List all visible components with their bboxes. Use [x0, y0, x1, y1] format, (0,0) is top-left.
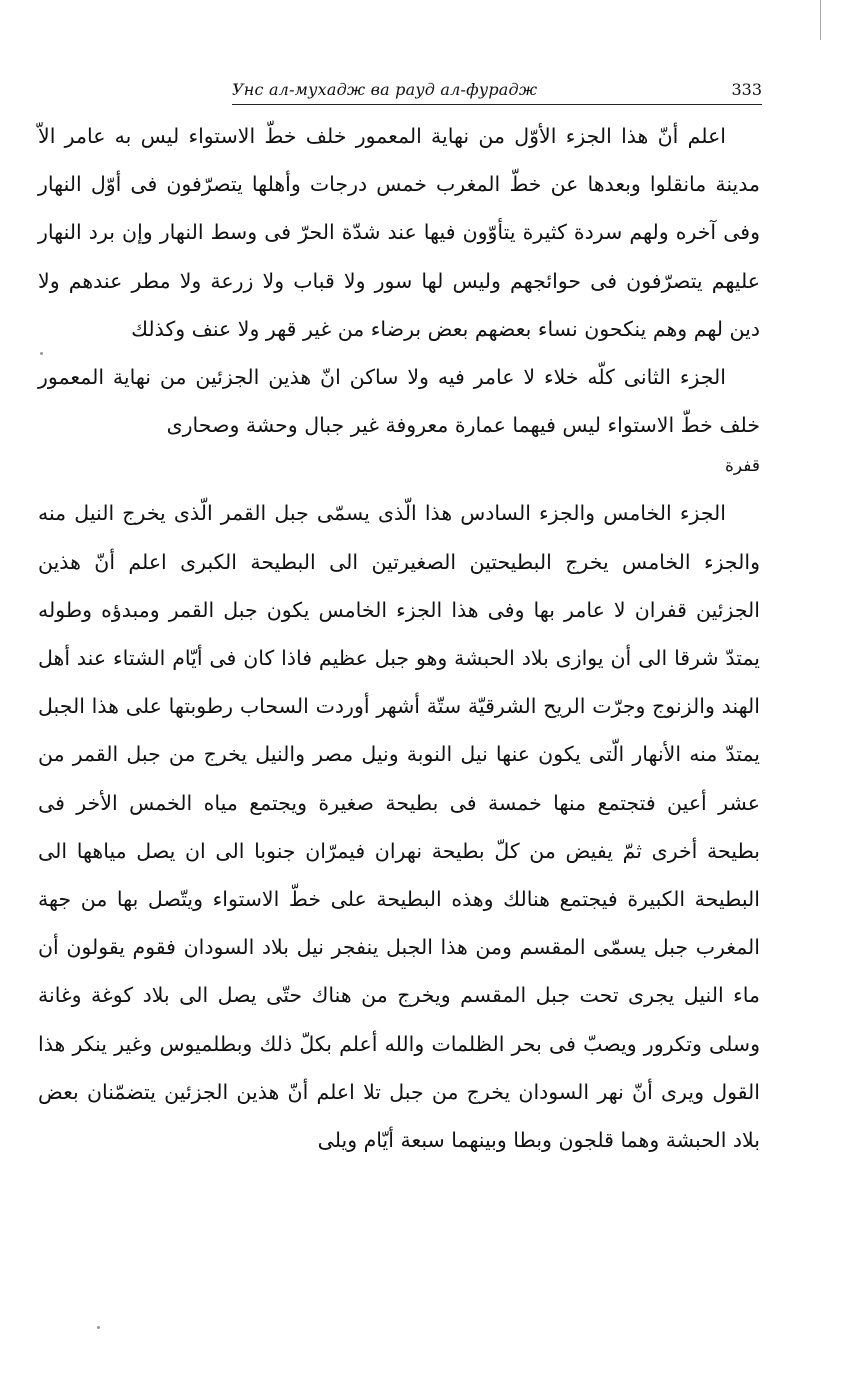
paragraph-2: الجزء الثانى كلّه خلاء لا عامر فيه ولا ساكن انّ هذين الجزئين من نهاية المعمور خلف خطّ الاستواء ليس فيهما عمارة معروفة غير جبال وحشة وصحارى — [38, 365, 760, 438]
header-rule — [232, 104, 762, 105]
scan-speck — [40, 352, 43, 355]
paragraph-2-tail: قفرة — [724, 456, 760, 477]
paragraph-1: اعلم أنّ هذا الجزء الأوّل من نهاية المعمور خلف خطّ الاستواء ليس به عامر الاّ مدينة مانقلوا وبعدها عن خطّ المغرب خمس درجات وأهلها يتصرّفون فى أوّل النهار وفى آخره ولهم سردة كثيرة يتأوّون فيها عند شدّة الحرّ فى وسط النهار وإن برد النهار عليهم يتصرّفون فى حوائجهم وليس لها سور ولا قباب ولا زرعة ولا مطر عندهم ولا دين لهم وهم ينكحون نساء بعضهم بعض برضاء من غير قهر ولا عنف وكذلك — [38, 124, 760, 341]
paragraph-3: الجزء الخامس والجزء السادس هذا الّذى يسمّى جبل القمر الّذى يخرج النيل منه والجزء الخامس يخرج البطيحتين الصغيرتين الى البطيحة الكبرى اعلم أنّ هذين الجزئين قفران لا عامر بها وفى هذا الجزء الخامس يكون جبل القمر ومبدؤه وطوله يمتدّ شرقا الى أن يوازى بلاد الحبشة وهو جبل عظيم فاذا كان فى أيّام الشتاء عند أهل الهند والزنوج وجرّت الريح الشرقيّة ستّة أشهر أوردت السحاب رطوبتها على هذا الجبل يمتدّ منه الأنهار الّتى يكون عنها نيل النوبة ونيل مصر والنيل يخرج من جبل القمر من عشر أعين فتجتمع منها خمسة فى بطيحة صغيرة ويجتمع مياه الخمس الأخر فى بطيحة أخرى ثمّ يفيض من كلّ بطيحة نهران فيمرّان جنوبا الى ان يصل مياهها الى البطيحة الكبيرة فيجتمع هنالك وهذه البطيحة على خطّ الاستواء ويتّصل بها من جهة المغرب جبل يسمّى المقسم ومن هذا الجبل ينفجر نيل بلاد السودان فقوم يقولون أن ماء النيل يجرى تحت جبل المقسم ويخرج من هناك حتّى يصل الى بلاد كوغة وغانة وسلى وتكرور ويصبّ فى بحر الظلمات والله أعلم بكلّ ذلك وبطلميوس وغير ينكر هذا القول ويرى أنّ نهر السودان يخرج من جبل تلا اعلم أنّ هذين الجزئين يتضمّنان بعض بلاد الحبشة وهما قلجون وبطا وبينهما سبعة أيّام ويلى — [38, 501, 760, 1153]
body-text — [38, 112, 760, 1164]
page-number: 333 — [731, 80, 762, 99]
scan-edge-mark — [820, 0, 821, 40]
running-title: Унс ал-мухадж ва рауд ал-фурадж — [232, 80, 538, 99]
scan-speck — [97, 1326, 100, 1329]
page-header — [232, 80, 762, 104]
